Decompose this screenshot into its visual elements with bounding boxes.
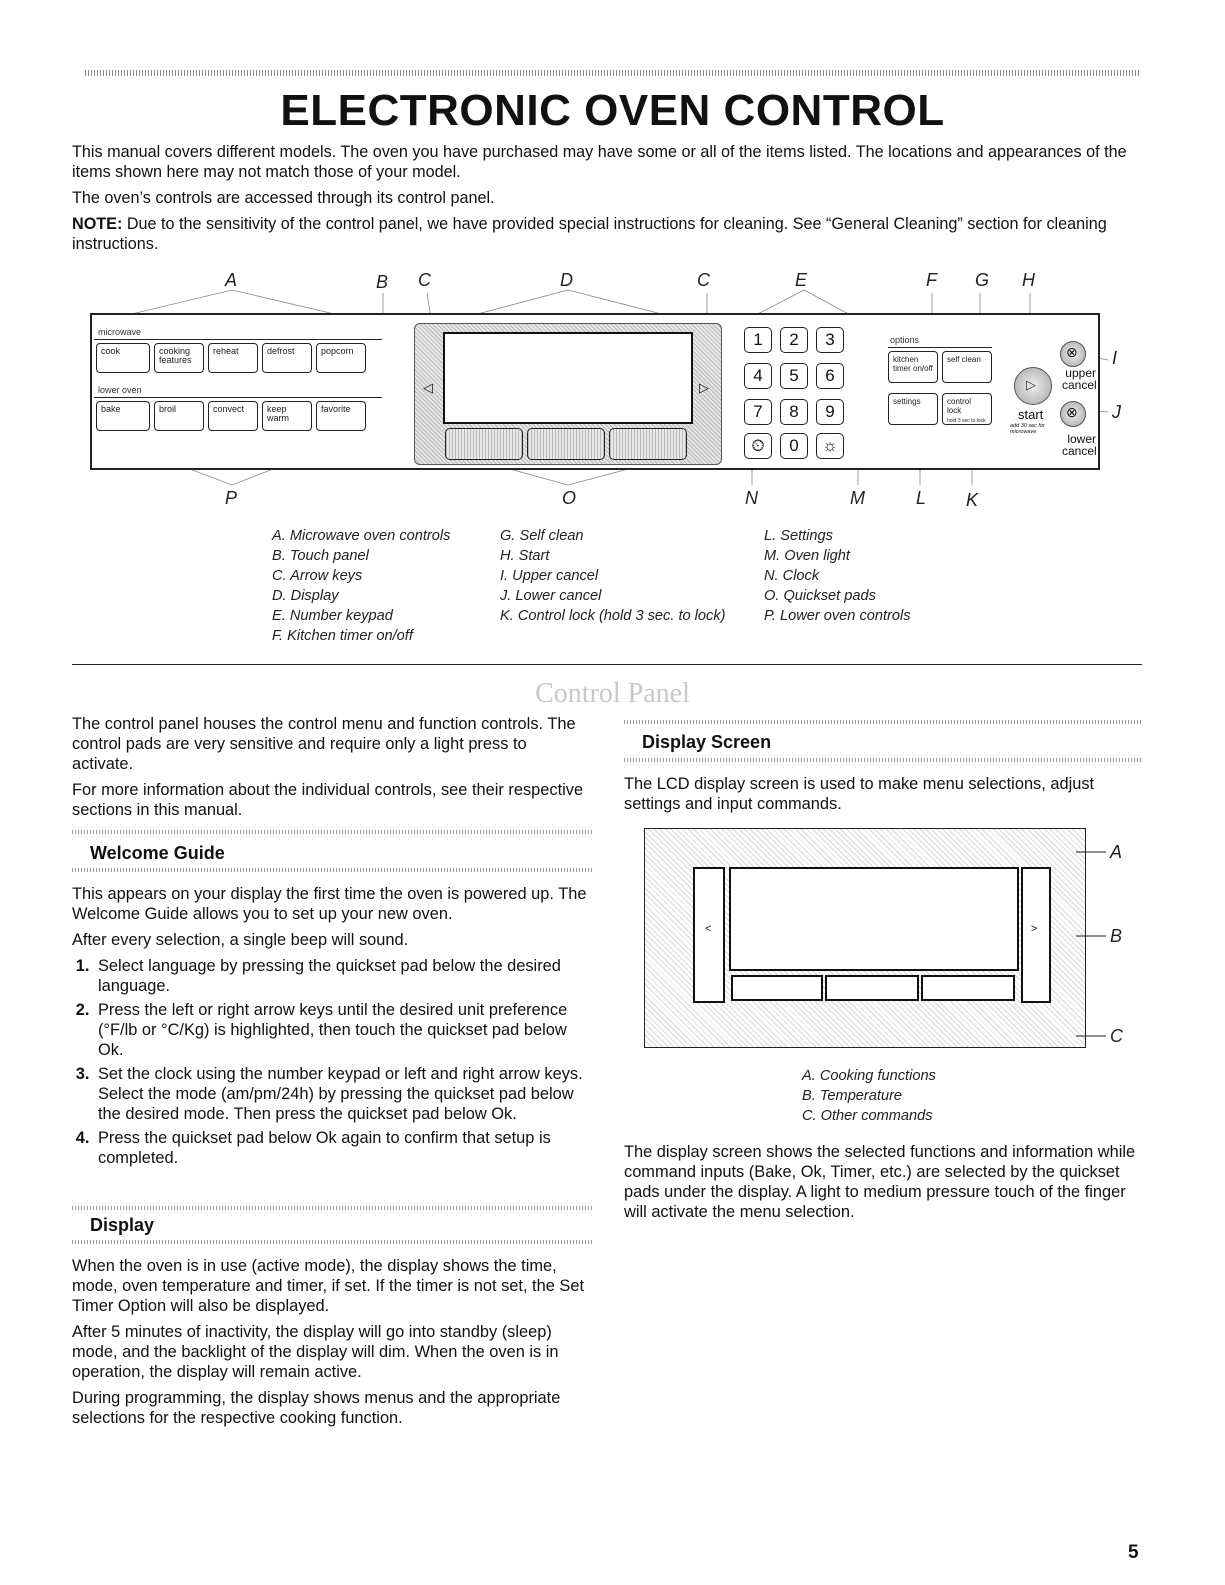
note-text: Due to the sensitivity of the control panel, we have provided special instructions for cleaning. See “General Cleaning” section for cleaning instructions.: [72, 215, 1107, 253]
legend-item: E. Number keypad: [272, 608, 393, 624]
right-arrow-symbol: >: [1031, 923, 1038, 935]
left-arrow-icon[interactable]: ◁: [423, 380, 433, 395]
number-key-3[interactable]: 3: [816, 327, 844, 353]
paragraph: The control panel houses the control menu and function controls. The control pads are very sensitive and require only a light press to activate.: [72, 715, 576, 773]
section-title: Control Panel: [535, 678, 690, 709]
callout-letter: C: [697, 270, 710, 290]
legend-item: I. Upper cancel: [500, 568, 599, 584]
popcorn-key[interactable]: popcorn: [316, 343, 366, 373]
lower-oven-section-label: lower oven: [98, 385, 142, 395]
touch-panel: [414, 323, 722, 465]
legend-item: B. Touch panel: [272, 548, 369, 564]
convect-key[interactable]: convect: [208, 401, 258, 431]
caption-item: B. Temperature: [802, 1088, 903, 1104]
callout-letter: I: [1112, 348, 1118, 368]
caption-item: A. Cooking functions: [802, 1068, 936, 1084]
upper-cancel-button[interactable]: [1060, 341, 1086, 367]
callout-letter: A: [1110, 842, 1123, 862]
upper-cancel-label: upper cancel: [1062, 366, 1097, 392]
number-key-2[interactable]: 2: [780, 327, 808, 353]
intro-paragraph: This manual covers different models. The oven you have purchased may have some or all of the items listed. The locations and appearances of the items shown here may not match those of your model.: [72, 143, 1127, 181]
number-key-7[interactable]: 7: [744, 399, 772, 425]
start-button[interactable]: [1014, 367, 1052, 405]
legend-item: P. Lower oven controls: [764, 608, 911, 624]
control-lock-hint: hold 3 sec to lock: [947, 418, 986, 424]
display-body: [72, 1256, 592, 1434]
oven-light-key[interactable]: [816, 433, 844, 459]
reheat-key[interactable]: reheat: [208, 343, 258, 373]
quickset-pad[interactable]: [527, 428, 605, 460]
display-screen-heading: Display Screen: [642, 732, 772, 752]
paragraph: The display screen shows the selected functions and information while command inputs (Bake, Ok, Timer, etc.) are selected by the quickset pads under the display. A light to medium pressure touch of the finger will activate the menu selection.: [624, 1143, 1136, 1221]
number-key-5[interactable]: 5: [780, 363, 808, 389]
callout-letter: J: [1112, 402, 1121, 422]
paragraph: After every selection, a single beep will sound.: [72, 931, 409, 949]
paragraph: After 5 minutes of inactivity, the display will go into standby (sleep) mode, and the backlight of the display will dim. When the oven is in operation, the display will remain active.: [72, 1323, 559, 1381]
microwave-section-label: microwave: [98, 327, 142, 337]
caption-item: C. Other commands: [802, 1108, 933, 1124]
heading-hatch: [72, 1206, 592, 1210]
legend-item: M. Oven light: [764, 548, 850, 564]
keep-warm-key[interactable]: keep warm: [262, 401, 312, 431]
cancel-x-icon: ⊗: [1066, 404, 1078, 420]
legend-item: K. Control lock (hold 3 sec. to lock): [500, 608, 726, 624]
start-hint: add 30 sec for microwave: [1010, 423, 1045, 435]
defrost-key[interactable]: defrost: [262, 343, 312, 373]
legend-item: D. Display: [272, 588, 339, 604]
paragraph: The LCD display screen is used to make menu selections, adjust settings and input commands.: [624, 775, 1095, 813]
callout-letter: N: [745, 488, 758, 508]
legend-item: F. Kitchen timer on/off: [272, 628, 413, 644]
display-screen-intro: [624, 774, 1144, 820]
callout-letter: C: [1110, 1026, 1123, 1046]
step-item: 3. Set the clock using the number keypad or left and right arrow keys. Select the mode (am/pm/24h) by pressing the quickset pad below the desired mode. Then press the quickset pad below Ok.: [94, 1064, 592, 1124]
legend-item: H. Start: [500, 548, 550, 564]
quickset-pad[interactable]: [445, 428, 523, 460]
paragraph: For more information about the individual controls, see their respective sections in this manual.: [72, 781, 584, 819]
heading-hatch: [624, 720, 1142, 724]
section-divider: [72, 664, 1142, 665]
kitchen-timer-key[interactable]: kitchen timer on/off: [888, 351, 938, 383]
left-arrow-symbol: <: [705, 923, 712, 935]
paragraph: During programming, the display shows menus and the appropriate selections for the respective cooking function.: [72, 1389, 561, 1427]
settings-key[interactable]: settings: [888, 393, 938, 425]
play-icon: ▷: [1026, 377, 1036, 392]
lcd-diagram: [644, 828, 1086, 1048]
callout-letter: O: [562, 488, 577, 508]
heading-hatch: [72, 830, 592, 834]
legend-item: O. Quickset pads: [764, 588, 876, 604]
display-screen-description: [624, 1142, 1144, 1228]
heading-hatch: [624, 758, 1142, 762]
callout-letter: A: [225, 270, 238, 290]
callout-letter: B: [1110, 926, 1123, 946]
control-lock-key[interactable]: [942, 393, 992, 425]
quickset-pad[interactable]: [825, 975, 919, 1001]
legend-item: N. Clock: [764, 568, 820, 584]
intro-paragraph: The oven’s controls are accessed through its control panel.: [72, 189, 495, 207]
number-key-0[interactable]: 0: [780, 433, 808, 459]
control-panel-intro: [72, 714, 592, 826]
step-item: 1. Select language by pressing the quickset pad below the desired language.: [94, 956, 592, 996]
callout-letter: E: [795, 270, 808, 290]
display-window: [443, 332, 693, 424]
paragraph: This appears on your display the first time the oven is powered up. The Welcome Guide allows you to set up your new oven.: [72, 885, 587, 923]
divider: [94, 397, 382, 398]
cancel-x-icon: ⊗: [1066, 344, 1078, 360]
lower-cancel-label: lower cancel: [1062, 432, 1097, 458]
legend-column-1: [272, 526, 450, 646]
options-section-label: options: [890, 335, 920, 345]
heading-hatch: [72, 1240, 592, 1244]
lower-cancel-button[interactable]: [1060, 401, 1086, 427]
legend-item: L. Settings: [764, 528, 833, 544]
legend-item: C. Arrow keys: [272, 568, 363, 584]
broil-key[interactable]: broil: [154, 401, 204, 431]
right-arrow-key[interactable]: [1021, 867, 1051, 1003]
number-key-6[interactable]: 6: [816, 363, 844, 389]
start-label: start: [1018, 407, 1044, 422]
cooking-features-key[interactable]: cooking features: [154, 343, 204, 373]
quickset-pad[interactable]: [921, 975, 1015, 1001]
welcome-steps: [72, 956, 592, 1168]
step-item: 2. Press the left or right arrow keys until the desired unit preference (°F/lb or °C/Kg) is highlighted, then touch the quickset pad below Ok.: [94, 1000, 592, 1060]
number-key-9[interactable]: 9: [816, 399, 844, 425]
lcd-captions: [802, 1066, 936, 1126]
callout-letter: C: [418, 270, 431, 290]
number-key-4[interactable]: 4: [744, 363, 772, 389]
divider: [94, 339, 382, 340]
number-key-8[interactable]: 8: [780, 399, 808, 425]
callout-letter: B: [376, 272, 389, 292]
left-arrow-key[interactable]: [693, 867, 725, 1003]
callout-letter: L: [916, 488, 927, 508]
lcd-screen: [729, 867, 1019, 971]
clock-key[interactable]: [744, 433, 772, 459]
light-bulb-icon: ☼: [822, 436, 838, 455]
callout-letter: F: [926, 270, 937, 290]
callout-letter: M: [850, 488, 865, 508]
page-title: ELECTRONIC OVEN CONTROL: [280, 86, 945, 135]
favorite-key[interactable]: favorite: [316, 401, 366, 431]
display-heading: Display: [90, 1215, 155, 1235]
legend-item: A. Microwave oven controls: [272, 528, 451, 544]
legend-item: J. Lower cancel: [500, 588, 602, 604]
quickset-pad[interactable]: [609, 428, 687, 460]
self-clean-key[interactable]: self clean: [942, 351, 992, 383]
cook-key[interactable]: cook: [96, 343, 150, 373]
callout-letter: D: [560, 270, 573, 290]
callout-letter: P: [225, 488, 238, 508]
bake-key[interactable]: bake: [96, 401, 150, 431]
legend-item: G. Self clean: [500, 528, 584, 544]
welcome-guide-heading: Welcome Guide: [90, 843, 225, 863]
callout-letter: H: [1022, 270, 1035, 290]
callout-letter: G: [975, 270, 990, 290]
welcome-guide-body: [72, 884, 592, 1172]
divider: [888, 347, 992, 348]
legend-column-2: [500, 526, 725, 626]
heading-hatch: [72, 868, 592, 872]
control-lock-label: control lock: [947, 397, 972, 415]
quickset-pad[interactable]: [731, 975, 823, 1001]
legend-column-3: [764, 526, 911, 626]
clock-icon: ⏲: [751, 436, 765, 455]
note-label: NOTE:: [72, 215, 123, 233]
paragraph: When the oven is in use (active mode), the display shows the time, mode, oven temperature and timer, if set. If the timer is not set, the Set Timer Option will also be displayed.: [72, 1257, 584, 1315]
step-item: 4. Press the quickset pad below Ok again to confirm that setup is completed.: [94, 1128, 592, 1168]
right-arrow-icon[interactable]: ▷: [699, 380, 709, 395]
callout-letter: K: [966, 490, 979, 510]
control-panel-diagram: [90, 313, 1100, 470]
page-number: 5: [1128, 1542, 1139, 1563]
number-key-1[interactable]: 1: [744, 327, 772, 353]
